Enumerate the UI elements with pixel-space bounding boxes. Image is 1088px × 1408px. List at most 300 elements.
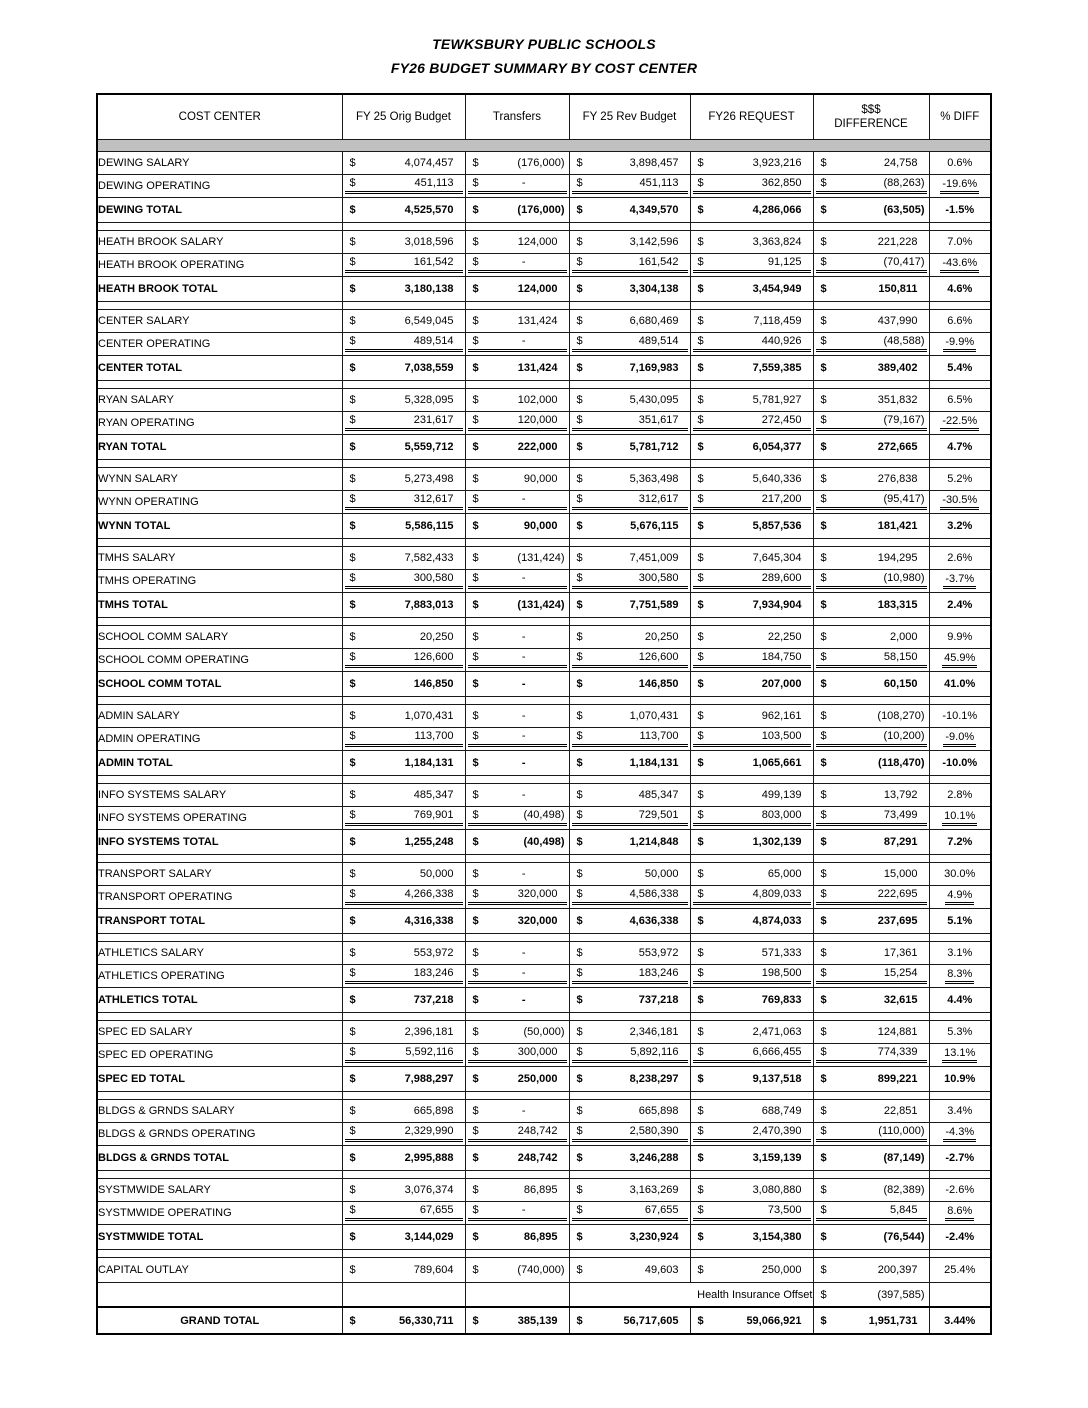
table-row-total [97, 909, 991, 934]
currency-symbol: $ [697, 1125, 704, 1137]
cost-center-label: TRANSPORT TOTAL [97, 909, 342, 934]
pct-value: 10.9% [944, 1073, 976, 1085]
col-header-label: FY 25 Rev Budget [582, 110, 677, 123]
currency-symbol: $ [697, 1231, 704, 1243]
pct-value: 7.2% [947, 836, 973, 848]
amount-value: 351,832 [877, 394, 918, 406]
amount-value: 184,750 [761, 651, 802, 663]
money-wrap [816, 830, 927, 854]
rev-budget-cell [569, 468, 690, 491]
currency-symbol: $ [472, 757, 479, 769]
currency-symbol: $ [349, 599, 356, 611]
spacer-row [97, 1171, 991, 1179]
money-wrap [468, 886, 567, 905]
pct-diff-cell [929, 705, 991, 728]
currency-symbol: $ [697, 1046, 704, 1058]
difference-cell [813, 728, 929, 751]
currency-symbol: $ [349, 493, 356, 505]
orig-budget-cell [342, 310, 465, 333]
offset-label: Health Insurance Offset [569, 1283, 813, 1308]
pct-value: -43.6% [940, 257, 979, 273]
amount-value: 200,397 [877, 1264, 918, 1276]
transfers-cell [465, 649, 569, 672]
pct-diff-cell [929, 626, 991, 649]
spacer-cell [569, 855, 690, 863]
spacer-cell [813, 302, 929, 310]
money-wrap [572, 649, 688, 668]
fy26-request-cell [690, 152, 813, 175]
spacer-cell [97, 776, 342, 784]
currency-symbol: $ [820, 1026, 827, 1038]
spacer-row [97, 381, 991, 389]
amount-value: 50,000 [419, 868, 454, 880]
amount-value: 489,514 [638, 335, 679, 347]
currency-symbol: $ [576, 1073, 583, 1085]
cost-center-label: RYAN OPERATING [97, 412, 342, 435]
cost-center-label: SPEC ED SALARY [97, 1021, 342, 1044]
cost-center-label: BLDGS & GRNDS SALARY [97, 1100, 342, 1123]
money-wrap [572, 231, 688, 253]
amount-value: 5,559,712 [404, 441, 454, 453]
table-row-total [97, 198, 991, 223]
amount-value: - [521, 572, 526, 584]
amount-value: 2,580,390 [629, 1125, 679, 1137]
currency-symbol: $ [349, 283, 356, 295]
amount-value: 899,221 [877, 1073, 918, 1085]
money-wrap [816, 491, 927, 510]
pct-diff-cell [929, 863, 991, 886]
rev-budget-cell [569, 626, 690, 649]
table-row-total [97, 1146, 991, 1171]
currency-symbol: $ [576, 710, 583, 722]
spacer-cell [97, 697, 342, 705]
table-row-salary [97, 705, 991, 728]
currency-symbol: $ [820, 809, 827, 821]
difference-cell [813, 942, 929, 965]
amount-value: 276,838 [877, 473, 918, 485]
currency-symbol: $ [697, 915, 704, 927]
rev-budget-cell [569, 751, 690, 776]
money-wrap [693, 254, 811, 273]
currency-symbol: $ [697, 204, 704, 216]
amount-value: (10,200) [883, 730, 925, 742]
amount-value: 5,676,115 [630, 520, 679, 532]
currency-symbol: $ [576, 1231, 583, 1243]
difference-cell [813, 491, 929, 514]
spacer-cell [813, 776, 929, 784]
currency-symbol: $ [820, 520, 827, 532]
cost-center-label: TMHS SALARY [97, 547, 342, 570]
pct-diff-cell [929, 1146, 991, 1171]
spacer-cell [342, 1092, 465, 1100]
col-header-fy26-request [690, 94, 813, 140]
currency-symbol: $ [820, 1105, 827, 1117]
rev-budget-cell [569, 1179, 690, 1202]
currency-symbol: $ [576, 994, 583, 1006]
amount-value: 4,586,338 [629, 888, 679, 900]
money-wrap [572, 807, 688, 826]
fy26-request-cell [690, 491, 813, 514]
rev-budget-cell [569, 830, 690, 855]
orig-budget-cell [342, 175, 465, 198]
table-row-operating [97, 1044, 991, 1067]
pct-value: 45.9% [942, 652, 977, 668]
currency-symbol: $ [472, 1231, 479, 1243]
currency-symbol: $ [472, 236, 479, 248]
fy26-request-cell [690, 277, 813, 302]
pct-value: -1.5% [945, 204, 975, 216]
transfers-cell [465, 1146, 569, 1171]
spacer-cell [342, 776, 465, 784]
pct-diff-cell [929, 277, 991, 302]
currency-symbol: $ [472, 1105, 479, 1117]
currency-symbol: $ [576, 414, 583, 426]
money-wrap [572, 988, 688, 1012]
currency-symbol: $ [820, 967, 827, 979]
money-wrap [572, 965, 688, 984]
amount-value: 50,000 [644, 868, 679, 880]
currency-symbol: $ [349, 967, 356, 979]
amount-value: 362,850 [761, 177, 802, 189]
spacer-row [97, 1013, 991, 1021]
money-wrap [816, 807, 927, 826]
transfers-cell [465, 254, 569, 277]
money-wrap [816, 1202, 927, 1221]
pct-value: 5.2% [947, 473, 973, 485]
money-wrap [693, 1179, 811, 1201]
spacer-cell [569, 776, 690, 784]
amount-value: 300,000 [517, 1046, 558, 1058]
amount-value: 250,000 [761, 1264, 802, 1276]
amount-value: 4,874,033 [752, 915, 802, 927]
cost-center-label: SPEC ED OPERATING [97, 1044, 342, 1067]
pct-diff-cell [929, 649, 991, 672]
col-header-label: $$$ [861, 103, 881, 116]
difference-cell [813, 547, 929, 570]
money-wrap [693, 310, 811, 332]
amount-value: 222,695 [877, 888, 918, 900]
pct-value: 3.44% [944, 1314, 976, 1327]
transfers-cell [465, 1283, 569, 1308]
money-wrap [572, 1179, 688, 1201]
currency-symbol: $ [472, 394, 479, 406]
spacer-cell [569, 1092, 690, 1100]
currency-symbol: $ [576, 236, 583, 248]
transfers-cell [465, 435, 569, 460]
pct-diff-cell [929, 886, 991, 909]
money-wrap [345, 231, 463, 253]
money-wrap [345, 672, 463, 696]
currency-symbol: $ [576, 157, 583, 169]
money-wrap [572, 909, 688, 933]
amount-value: 9,137,518 [752, 1073, 802, 1085]
spacer-cell [813, 1250, 929, 1258]
grand-total-row [97, 1307, 991, 1334]
fy26-request-cell [690, 333, 813, 356]
pct-value: 8.6% [945, 1205, 974, 1221]
spacer-cell [465, 776, 569, 784]
money-wrap [345, 886, 463, 905]
currency-symbol: $ [472, 414, 479, 426]
money-wrap [572, 942, 688, 964]
amount-value: 17,361 [883, 947, 918, 959]
money-wrap [345, 277, 463, 301]
money-wrap [816, 672, 927, 696]
currency-symbol: $ [349, 868, 356, 880]
currency-symbol: $ [820, 710, 827, 722]
orig-budget-cell [342, 468, 465, 491]
table-row-salary [97, 863, 991, 886]
money-wrap [572, 751, 688, 775]
currency-symbol: $ [820, 473, 827, 485]
money-wrap [468, 1123, 567, 1142]
currency-symbol: $ [697, 177, 704, 189]
money-wrap [468, 751, 567, 775]
money-wrap [572, 1100, 688, 1122]
money-wrap [572, 1225, 688, 1249]
col-header-transfers [465, 94, 569, 140]
orig-budget-cell [342, 231, 465, 254]
amount-value: 6,666,455 [752, 1046, 802, 1058]
currency-symbol: $ [576, 315, 583, 327]
currency-symbol: $ [349, 1184, 356, 1196]
orig-budget-cell [342, 1202, 465, 1225]
difference-cell [813, 886, 929, 909]
pct-value: 25.4% [944, 1264, 976, 1276]
currency-symbol: $ [472, 1125, 479, 1137]
currency-symbol: $ [697, 678, 704, 690]
spacer-cell [929, 539, 991, 547]
difference-cell [813, 254, 929, 277]
amount-value: 2,470,390 [752, 1125, 802, 1137]
pct-diff-cell [929, 310, 991, 333]
currency-symbol: $ [820, 157, 827, 169]
spacer-cell [690, 460, 813, 468]
pct-diff-cell [929, 1123, 991, 1146]
rev-budget-cell [569, 435, 690, 460]
currency-symbol: $ [349, 1264, 356, 1276]
amount-value: 385,139 [517, 1314, 558, 1327]
currency-symbol: $ [697, 552, 704, 564]
pct-diff-cell [929, 593, 991, 618]
rev-budget-cell [569, 310, 690, 333]
amount-value: (131,424) [517, 599, 565, 611]
amount-value: 789,604 [413, 1264, 454, 1276]
rev-budget-cell [569, 705, 690, 728]
orig-budget-cell [342, 988, 465, 1013]
pct-diff-cell [929, 356, 991, 381]
money-wrap [468, 1225, 567, 1249]
fy26-request-cell [690, 1146, 813, 1171]
pct-diff-cell [929, 1021, 991, 1044]
table-row-total [97, 435, 991, 460]
spacer-cell [929, 1171, 991, 1179]
pct-value: -10.1% [942, 710, 978, 722]
difference-cell [813, 152, 929, 175]
cost-center-label: SCHOOL COMM TOTAL [97, 672, 342, 697]
amount-value: (82,389) [883, 1184, 925, 1196]
table-row-total [97, 1067, 991, 1092]
money-wrap [468, 254, 567, 273]
pct-diff-cell [929, 175, 991, 198]
amount-value: 150,811 [878, 283, 918, 295]
currency-symbol: $ [472, 651, 479, 663]
spacer-cell [813, 223, 929, 231]
pct-value: -2.7% [945, 1152, 975, 1164]
amount-value: 312,617 [413, 493, 454, 505]
spacer-cell [342, 697, 465, 705]
difference-cell [813, 1146, 929, 1171]
spacer-cell [929, 223, 991, 231]
spacer-cell [929, 302, 991, 310]
currency-symbol: $ [349, 572, 356, 584]
money-wrap [572, 1123, 688, 1142]
currency-symbol: $ [576, 1105, 583, 1117]
currency-symbol: $ [472, 1073, 479, 1085]
currency-symbol: $ [576, 473, 583, 485]
amount-value: 4,074,457 [404, 157, 454, 169]
spacer-cell [813, 381, 929, 389]
spacer-cell [569, 934, 690, 942]
money-wrap [816, 468, 927, 490]
amount-value: - [521, 789, 526, 801]
difference-cell [813, 310, 929, 333]
transfers-cell [465, 863, 569, 886]
fy26-request-cell [690, 672, 813, 697]
amount-value: 86,895 [523, 1184, 558, 1196]
amount-value: - [521, 177, 526, 189]
money-wrap [468, 1146, 567, 1170]
table-row-operating [97, 728, 991, 751]
cost-center-label: DEWING TOTAL [97, 198, 342, 223]
amount-value: 5,273,498 [404, 473, 454, 485]
transfers-cell [465, 807, 569, 830]
capital-outlay-row [97, 1258, 991, 1283]
currency-symbol: $ [472, 335, 479, 347]
pct-diff-cell [929, 909, 991, 934]
currency-symbol: $ [472, 631, 479, 643]
money-wrap [345, 435, 463, 459]
orig-budget-cell [342, 672, 465, 697]
currency-symbol: $ [820, 335, 827, 347]
currency-symbol: $ [820, 1231, 827, 1243]
orig-budget-cell [342, 1100, 465, 1123]
amount-value: (48,588) [883, 335, 925, 347]
amount-value: - [521, 947, 526, 959]
currency-symbol: $ [820, 394, 827, 406]
difference-cell [813, 1179, 929, 1202]
amount-value: 217,200 [761, 493, 802, 505]
money-wrap [345, 863, 463, 885]
spacer-cell [342, 934, 465, 942]
currency-symbol: $ [697, 1184, 704, 1196]
currency-symbol: $ [576, 441, 583, 453]
amount-value: 22,851 [883, 1105, 918, 1117]
cost-center-label: TRANSPORT SALARY [97, 863, 342, 886]
currency-symbol: $ [697, 868, 704, 880]
currency-symbol: $ [820, 868, 827, 880]
transfers-cell [465, 1225, 569, 1250]
money-wrap [345, 830, 463, 854]
money-wrap [816, 152, 927, 174]
orig-budget-cell [342, 728, 465, 751]
transfers-cell [465, 333, 569, 356]
amount-value: 5,892,116 [630, 1046, 679, 1058]
spacer-cell [929, 460, 991, 468]
page-title: TEWKSBURY PUBLIC SCHOOLS [432, 36, 656, 52]
orig-budget-cell [342, 1146, 465, 1171]
currency-symbol: $ [820, 915, 827, 927]
spacer-cell [97, 1250, 342, 1258]
pct-value: 4.4% [947, 994, 973, 1006]
money-wrap [468, 672, 567, 696]
spacer-cell [690, 223, 813, 231]
amount-value: 146,850 [638, 678, 679, 690]
spacer-cell [813, 697, 929, 705]
money-wrap [816, 231, 927, 253]
orig-budget-cell [342, 626, 465, 649]
amount-value: 3,163,269 [629, 1184, 679, 1196]
table-body [97, 140, 991, 1335]
currency-symbol: $ [820, 631, 827, 643]
rev-budget-cell [569, 886, 690, 909]
amount-value: 4,636,338 [629, 915, 679, 927]
fy26-request-cell [690, 1021, 813, 1044]
currency-symbol: $ [820, 1073, 827, 1085]
money-wrap [572, 728, 688, 747]
amount-value: (79,167) [883, 414, 925, 426]
table-row-salary [97, 310, 991, 333]
currency-symbol: $ [576, 204, 583, 216]
money-wrap [468, 1100, 567, 1122]
table-row-total [97, 672, 991, 697]
currency-symbol: $ [349, 915, 356, 927]
currency-symbol: $ [576, 651, 583, 663]
difference-cell [813, 593, 929, 618]
money-wrap [816, 310, 927, 332]
amount-value: 1,070,431 [629, 710, 679, 722]
amount-value: 15,000 [883, 868, 918, 880]
rev-budget-cell [569, 333, 690, 356]
money-wrap [693, 198, 811, 222]
spacer-cell [465, 1092, 569, 1100]
currency-symbol: $ [576, 335, 583, 347]
orig-budget-cell [342, 1283, 465, 1308]
amount-value: 22,250 [767, 631, 802, 643]
amount-value: - [521, 335, 526, 347]
difference-cell [813, 389, 929, 412]
table-row-operating [97, 1123, 991, 1146]
spacer-cell [813, 1171, 929, 1179]
money-wrap [345, 988, 463, 1012]
money-wrap [693, 886, 811, 905]
difference-cell [813, 435, 929, 460]
money-wrap [572, 412, 688, 431]
money-wrap [572, 310, 688, 332]
currency-symbol: $ [576, 572, 583, 584]
money-wrap [468, 310, 567, 332]
money-wrap [468, 649, 567, 668]
amount-value: 1,255,248 [404, 836, 454, 848]
currency-symbol: $ [349, 1152, 356, 1164]
currency-symbol: $ [820, 994, 827, 1006]
spacer-cell [929, 1013, 991, 1021]
rev-budget-cell [569, 1100, 690, 1123]
money-wrap [572, 1146, 688, 1170]
difference-cell [813, 198, 929, 223]
money-wrap [572, 277, 688, 301]
rev-budget-cell [569, 412, 690, 435]
